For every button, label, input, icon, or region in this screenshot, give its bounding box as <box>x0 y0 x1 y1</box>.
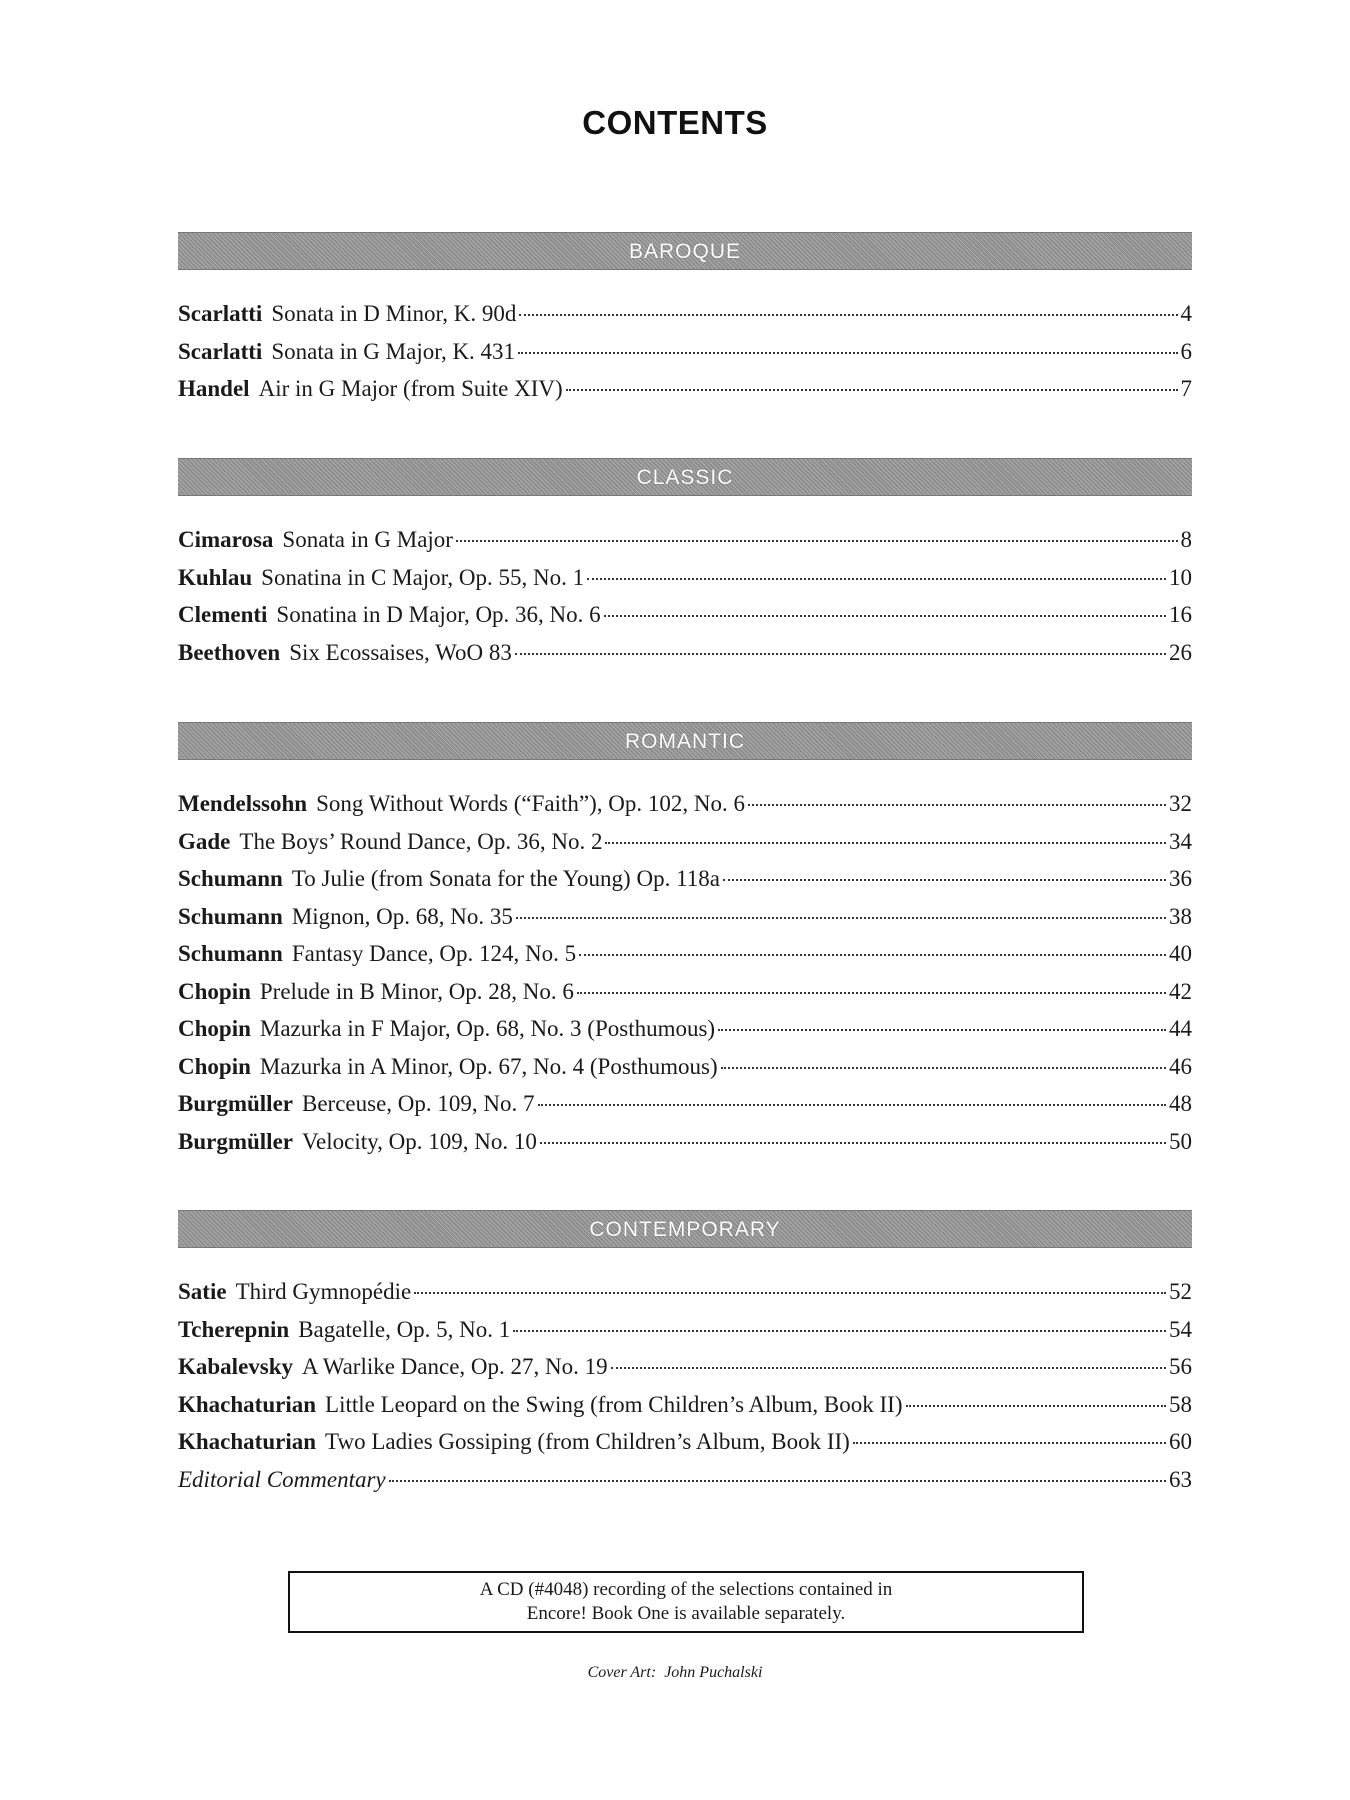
section-heading-band <box>178 722 1192 760</box>
dot-leader <box>605 842 1166 844</box>
work-title: Two Ladies Gossiping (from Children’s Album, Book II) <box>325 1429 850 1454</box>
page-number: 10 <box>1169 564 1192 590</box>
composer-name: Burgmüller <box>178 1091 293 1116</box>
page-number: 46 <box>1169 1053 1192 1079</box>
composer-name: Beethoven <box>178 639 281 665</box>
page-number: 4 <box>1180 301 1192 326</box>
page-number: 34 <box>1169 828 1192 854</box>
entry-list <box>178 1279 1192 1504</box>
page-number: 8 <box>1180 527 1192 552</box>
composer-name: Tcherepnin <box>178 1316 290 1342</box>
dot-leader <box>414 1292 1166 1294</box>
page-number: 50 <box>1169 1128 1192 1154</box>
dot-leader <box>540 1142 1166 1144</box>
toc-entry <box>178 301 1192 339</box>
dot-leader <box>579 954 1166 956</box>
section-heading: CLASSIC <box>636 466 734 489</box>
dot-leader <box>456 540 1178 542</box>
page-number: 48 <box>1169 1091 1192 1116</box>
page-number: 6 <box>1180 338 1192 364</box>
section-heading-band <box>178 1210 1192 1248</box>
composer-name: Schumann <box>178 866 283 891</box>
work-title: A Warlike Dance, Op. 27, No. 19 <box>302 1354 608 1379</box>
toc-entry <box>178 1129 1192 1167</box>
work-title: Sonata in D Minor, K. 90d <box>271 301 517 326</box>
dot-leader <box>519 314 1177 316</box>
dot-leader <box>389 1480 1166 1482</box>
dot-leader <box>538 1104 1166 1106</box>
page-number: 7 <box>1180 376 1192 401</box>
work-title: Little Leopard on the Swing (from Children’s Album, Book II) <box>325 1391 903 1417</box>
section-heading-band <box>178 232 1192 270</box>
section-heading: BAROQUE <box>628 240 742 263</box>
section-heading: CONTEMPORARY <box>589 1218 781 1241</box>
dot-leader <box>604 615 1166 617</box>
work-title: Bagatelle, Op. 5, No. 1 <box>298 1316 511 1342</box>
composer-name: Schumann <box>178 941 283 966</box>
toc-entry <box>178 640 1192 678</box>
composer-name: Chopin <box>178 978 251 1004</box>
page-number: 44 <box>1169 1016 1192 1041</box>
section-classic <box>178 458 1192 677</box>
page-number: 40 <box>1169 941 1192 966</box>
cd-note-line: A CD (#4048) recording of the selections contained in <box>479 1579 893 1600</box>
composer-name: Cimarosa <box>178 527 274 552</box>
entry-list <box>178 301 1192 414</box>
composer-name: Kuhlau <box>178 564 253 590</box>
toc-entry <box>178 1016 1192 1054</box>
toc-entry <box>178 979 1192 1017</box>
work-title: Sonata in G Major <box>282 527 453 552</box>
page-number: 54 <box>1169 1316 1192 1342</box>
work-title: To Julie (from Sonata for the Young) Op. 118a <box>291 866 720 891</box>
page-number: 63 <box>1169 1466 1192 1492</box>
composer-name: Schumann <box>178 903 283 929</box>
dot-leader <box>721 1067 1166 1069</box>
composer-name: Kabalevsky <box>178 1354 294 1379</box>
page-number: 60 <box>1169 1429 1192 1454</box>
dot-leader <box>718 1029 1166 1031</box>
work-title: Six Ecossaises, WoO 83 <box>289 639 512 665</box>
page-number: 38 <box>1169 903 1192 929</box>
work-title: Fantasy Dance, Op. 124, No. 5 <box>291 941 577 966</box>
cd-note-box <box>288 1571 1084 1633</box>
composer-name: Clementi <box>178 602 268 627</box>
page-number: 32 <box>1169 791 1192 816</box>
toc-entry <box>178 904 1192 942</box>
toc-entry <box>178 602 1192 640</box>
cover-art-credit <box>0 1664 1350 1682</box>
dot-leader <box>611 1367 1166 1369</box>
dot-leader <box>515 653 1166 655</box>
page-number: 16 <box>1169 602 1192 627</box>
toc-entry <box>178 1467 1192 1505</box>
work-title: Air in G Major (from Suite XIV) <box>258 376 563 401</box>
dot-leader <box>566 389 1178 391</box>
toc-entry <box>178 565 1192 603</box>
work-title: Mignon, Op. 68, No. 35 <box>291 903 513 929</box>
work-title: Velocity, Op. 109, No. 10 <box>302 1128 537 1154</box>
composer-name: Khachaturian <box>178 1429 317 1454</box>
section-contemporary <box>178 1210 1192 1504</box>
page-number: 56 <box>1169 1354 1192 1379</box>
page-title: CONTENTS <box>582 104 768 141</box>
page-number: 26 <box>1169 639 1192 665</box>
composer-name: Scarlatti <box>178 338 263 364</box>
work-title: Sonatina in C Major, Op. 55, No. 1 <box>261 564 585 590</box>
page-number: 58 <box>1169 1391 1192 1417</box>
dot-leader <box>516 917 1166 919</box>
work-title: Mazurka in F Major, Op. 68, No. 3 (Posthumous) <box>259 1016 716 1041</box>
section-baroque <box>178 232 1192 414</box>
composer-name: Chopin <box>178 1053 251 1079</box>
composer-name: Khachaturian <box>178 1391 317 1417</box>
dot-leader <box>577 992 1166 994</box>
toc-entry <box>178 1354 1192 1392</box>
toc-entry <box>178 829 1192 867</box>
cd-note-line: Encore! Book One is available separately. <box>526 1603 846 1624</box>
toc-entry <box>178 1317 1192 1355</box>
toc-entry <box>178 1054 1192 1092</box>
toc-entry <box>178 376 1192 414</box>
page-number: 42 <box>1169 978 1192 1004</box>
dot-leader <box>518 352 1177 354</box>
toc-entry <box>178 791 1192 829</box>
toc-entry <box>178 339 1192 377</box>
composer-name: Scarlatti <box>178 301 263 326</box>
work-title: Prelude in B Minor, Op. 28, No. 6 <box>259 978 574 1004</box>
composer-name: Chopin <box>178 1016 251 1041</box>
section-romantic <box>178 722 1192 1166</box>
work-title: Berceuse, Op. 109, No. 7 <box>302 1091 535 1116</box>
cover-art-label: Cover Art: <box>587 1664 657 1681</box>
dot-leader <box>906 1405 1166 1407</box>
dot-leader <box>587 578 1166 580</box>
toc-entry <box>178 527 1192 565</box>
toc-entry <box>178 1279 1192 1317</box>
composer-name: Mendelssohn <box>178 791 308 816</box>
section-heading-band <box>178 458 1192 496</box>
page-number: 36 <box>1169 866 1192 891</box>
work-title: Editorial Commentary <box>178 1466 386 1492</box>
work-title: Sonatina in D Major, Op. 36, No. 6 <box>276 602 601 627</box>
work-title: Third Gymnopédie <box>235 1279 412 1304</box>
toc-entry <box>178 1392 1192 1430</box>
entry-list <box>178 527 1192 677</box>
composer-name: Handel <box>178 376 250 401</box>
cover-art-artist: John Puchalski <box>664 1664 763 1681</box>
work-title: Sonata in G Major, K. 431 <box>271 338 516 364</box>
composer-name: Burgmüller <box>178 1128 293 1154</box>
composer-name: Gade <box>178 828 231 854</box>
composer-name: Satie <box>178 1279 227 1304</box>
toc-entry <box>178 1091 1192 1129</box>
toc-entry <box>178 1429 1192 1467</box>
page-number: 52 <box>1169 1279 1192 1304</box>
work-title: The Boys’ Round Dance, Op. 36, No. 2 <box>239 828 603 854</box>
entry-list <box>178 791 1192 1166</box>
toc-entry <box>178 941 1192 979</box>
dot-leader <box>723 879 1166 881</box>
work-title: Song Without Words (“Faith”), Op. 102, No. 6 <box>316 791 745 816</box>
work-title: Mazurka in A Minor, Op. 67, No. 4 (Posthumous) <box>259 1053 718 1079</box>
dot-leader <box>513 1330 1166 1332</box>
section-heading: ROMANTIC <box>625 730 745 753</box>
dot-leader <box>853 1442 1166 1444</box>
dot-leader <box>748 804 1166 806</box>
toc-entry <box>178 866 1192 904</box>
